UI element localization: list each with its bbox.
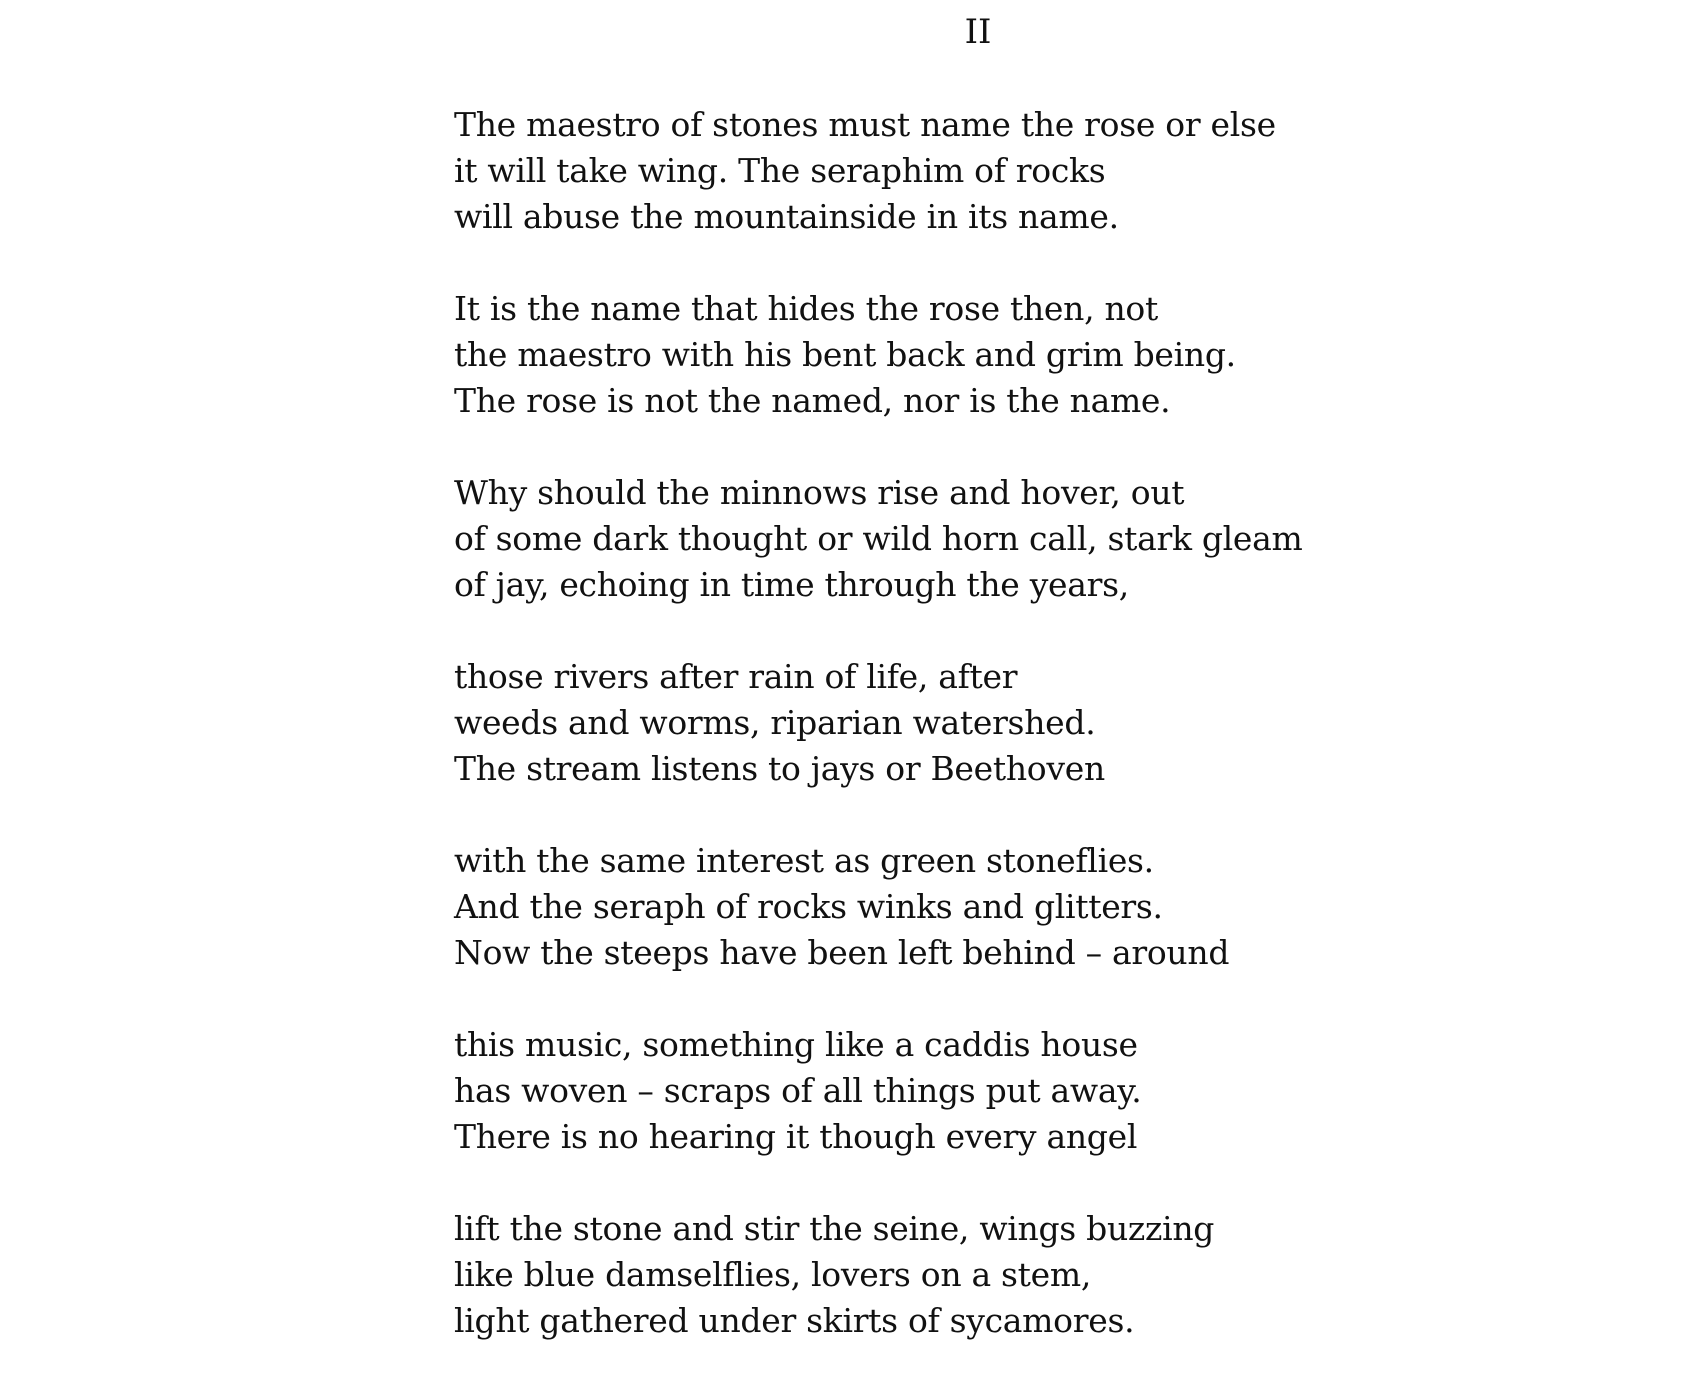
poem-line: lift the stone and stir the seine, wings buzzing <box>454 1209 1215 1248</box>
poem-line: like blue damselflies, lovers on a stem, <box>454 1255 1092 1294</box>
poem-line: of jay, echoing in time through the years, <box>454 565 1129 604</box>
poem-line: Why should the minnows rise and hover, out <box>454 473 1185 512</box>
poem-line: The stream listens to jays or Beethoven <box>454 749 1105 788</box>
stanza-7 <box>454 1206 1654 1344</box>
poem-line: The rose is not the named, nor is the name. <box>454 381 1171 420</box>
stanza-6 <box>454 1022 1654 1160</box>
poem-body <box>454 102 1654 1390</box>
poem-line: There is no hearing it though every angel <box>454 1117 1138 1156</box>
stanza-3 <box>454 470 1654 608</box>
poem-line: has woven – scraps of all things put away. <box>454 1071 1142 1110</box>
poem-line: those rivers after rain of life, after <box>454 657 1018 696</box>
stanza-1 <box>454 102 1654 240</box>
poem-line: weeds and worms, riparian watershed. <box>454 703 1096 742</box>
poem-line: The maestro of stones must name the rose or else <box>454 105 1276 144</box>
stanza-2 <box>454 286 1654 424</box>
poem-line: with the same interest as green stoneflies. <box>454 841 1154 880</box>
poem-line: light gathered under skirts of sycamores. <box>454 1301 1135 1340</box>
stanza-5 <box>454 838 1654 976</box>
poem-line: this music, something like a caddis house <box>454 1025 1138 1064</box>
poem-line: will abuse the mountainside in its name. <box>454 197 1119 236</box>
stanza-4 <box>454 654 1654 792</box>
poem-line: the maestro with his bent back and grim being. <box>454 335 1236 374</box>
poem-line: It is the name that hides the rose then, not <box>454 289 1158 328</box>
poem-line: And the seraph of rocks winks and glitters. <box>454 887 1163 926</box>
section-number: II <box>964 12 992 52</box>
poem-line: it will take wing. The seraphim of rocks <box>454 151 1106 190</box>
poem-line: of some dark thought or wild horn call, stark gleam <box>454 519 1303 558</box>
poem-line: Now the steeps have been left behind – around <box>454 933 1230 972</box>
